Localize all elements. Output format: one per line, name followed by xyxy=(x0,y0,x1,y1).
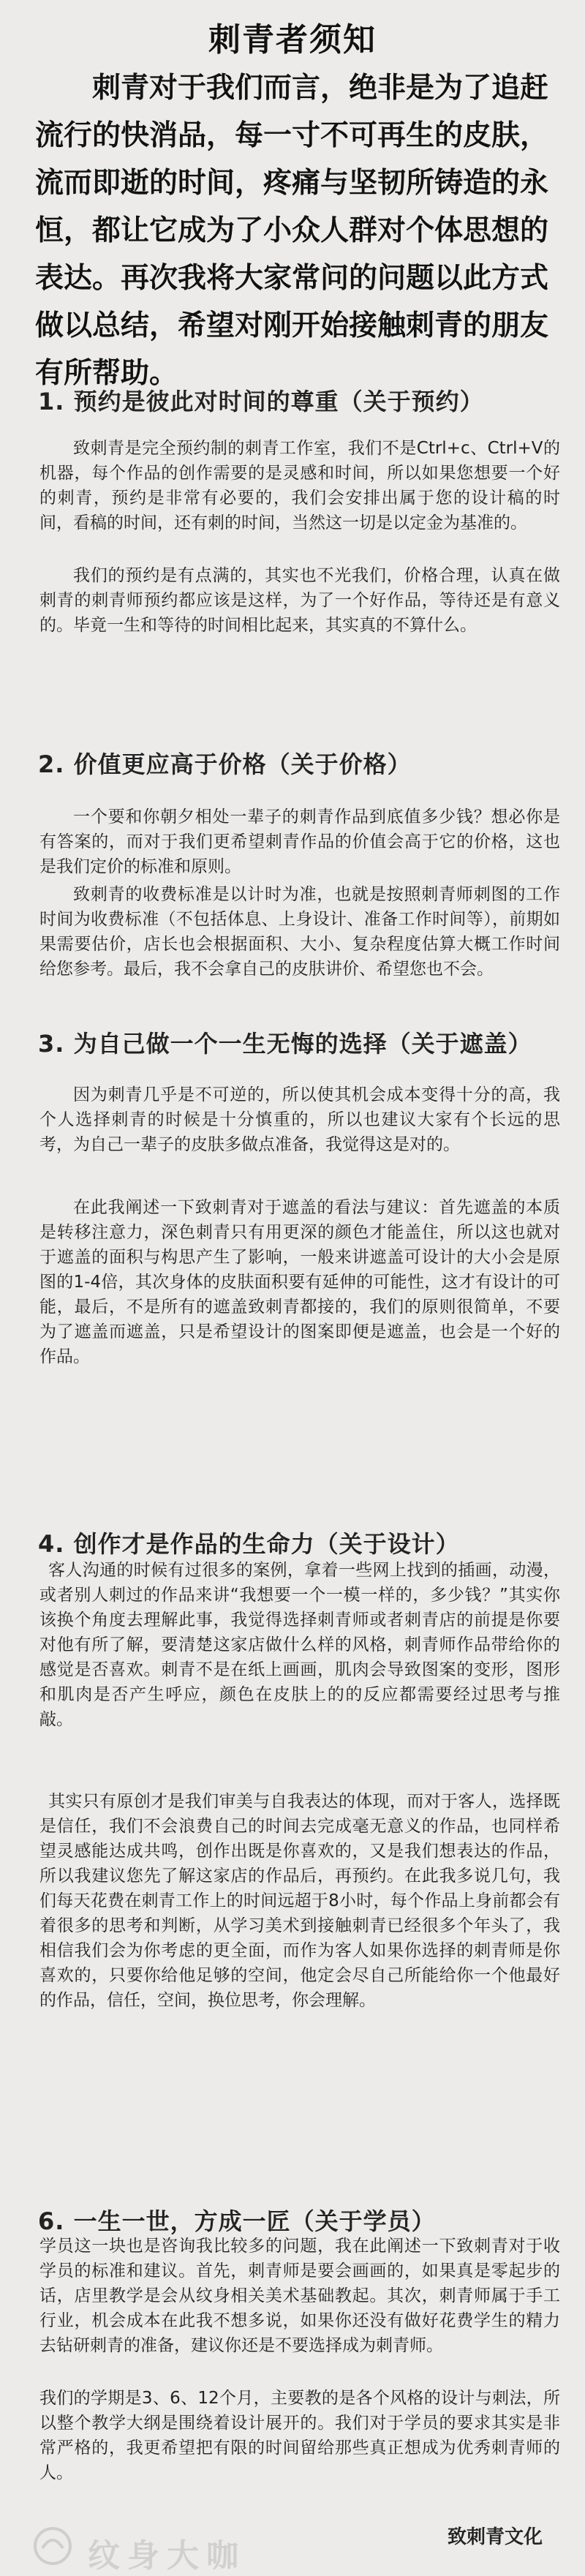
section-paragraph: 在此我阐述一下致刺青对于遮盖的看法与建议：首先遮盖的本质是转移注意力，深色刺青只有用更深的颜色才能盖住，所以这也就对于遮盖的面积与构思产生了影响，一般来讲遮盖可设计的大小会是原图的1-4倍，其次身体的皮肤面积要有延伸的可能性，这才有设计的可能，最后，不是所有的遮盖致刺青都接的，我们的原则很简单，不要为了遮盖而遮盖，只是希望设计的图案即便是遮盖，也会是一个好的作品。 xyxy=(39,1198,560,1366)
footer-brand: 致刺青文化 xyxy=(448,2526,543,2548)
section-title-design: 4. 创作才是作品的生命力（关于设计） xyxy=(38,1530,460,1558)
section-paragraph: 致刺青的收费标准是以计时为准，也就是按照刺青师刺图的工作时间为收费标准（不包括体息、上身设计、准备工作时间等），前期如果需要估价，店长也会根据面积、大小、复杂程度估算大概工作时间给您参考。最后，我不会拿自己的皮肤讲价、希望您也不会。 xyxy=(39,885,560,979)
section-paragraph: 我们的预约是有点满的，其实也不光我们，价格合理，认真在做刺青的刺青师预约都应该是这样，为了一个好作品，等待还是有意义的。毕竟一生和等待的时间相比起来，其实真的不算什么。 xyxy=(39,566,560,635)
page-title: 刺青者须知 xyxy=(208,21,377,59)
section-title-price: 2. 价值更应高于价格（关于价格） xyxy=(38,750,412,778)
section-title-apprentice: 6. 一生一世，方成一匠（关于学员） xyxy=(38,2207,436,2235)
section-title-booking: 1. 预约是彼此对时间的尊重（关于预约） xyxy=(38,388,484,415)
section-paragraph: 客人沟通的时候有过很多的案例，拿着一些网上找到的插画，动漫，或者别人刺过的作品来讲“我想要一个一模一样的，多少钱？”其实你该换个角度去理解此事，我觉得选择刺青师或者刺青店的前提是你要对他有所了解，要清楚这家店做什么样的风格，刺青师作品带给你的感觉是否喜欢。刺青不是在纸上画画，肌肉会导致图案的变形，图形和肌肉是否产生呼应，颜色在皮肤上的的反应都需要经过思考与推敲。 xyxy=(39,1561,560,1729)
section-paragraph: 致刺青是完全预约制的刺青工作室，我们不是Ctrl+c、Ctrl+V的机器，每个作品的创作需要的是灵感和时间，所以如果您想要一个好的刺青，预约是非常有必要的，我们会安排出属于您的设计稿的时间，看稿的时间，还有刺的时间，当然这一切是以定金为基准的。 xyxy=(39,439,560,532)
watermark-text: 纹身大咖 xyxy=(88,2537,246,2575)
section-title-cover: 3. 为自己做一个一生无悔的选择（关于遮盖） xyxy=(38,1030,532,1058)
section-paragraph: 其实只有原创才是我们审美与自我表达的体现，而对于客人，选择既是信任，我们不会浪费自己的时间去完成毫无意义的作品，也同样希望灵感能达成共鸣，创作出既是你喜欢的，又是我们想表达的作品，所以我建议您先了解这家店的作品后，再预约。在此我多说几句，我们每天花费在刺青工作上的时间远超于8小时，每个作品上身前都会有着很多的思考和判断，从学习美术到接触刺青已经很多个年头了，我相信我们会为你考虑的更全面，而作为客人如果你选择的刺青师是你喜欢的，只要你给他足够的空间，他定会尽自己所能给你一个他最好的作品，信任，空间，换位思考，你会理解。 xyxy=(39,1792,560,2010)
section-paragraph: 我们的学期是3、6、12个月，主要教的是各个风格的设计与刺法，所以整个教学大纲是围绕着设计展开的。我们对于学员的要求其实是非常严格的，我更希望把有限的时间留给那些真正想成为优秀刺青师的人。 xyxy=(39,2389,560,2482)
intro-paragraph: 刺青对于我们而言，绝非是为了追赶流行的快消品，每一寸不可再生的皮肤，流而即逝的时间，疼痛与坚韧所铸造的永恒，都让它成为了小众人群对个体思想的表达。再次我将大家常问的问题以此方式做以总结，希望对刚开始接触刺青的朋友有所帮助。 xyxy=(35,72,549,390)
section-paragraph: 一个要和你朝夕相处一辈子的刺青作品到底值多少钱？想必你是有答案的，而对于我们更希望刺青作品的价值会高于它的价格，这也是我们定价的标准和原则。 xyxy=(39,807,560,876)
section-paragraph: 学员这一块也是咨询我比较多的问题，我在此阐述一下致刺青对于收学员的标准和建议。首先，刺青师是要会画画的，如果真是零起步的话，店里教学是会从纹身相关美术基础教起。其次，刺青师属于手工行业，机会成本在此我不想多说，如果你还没有做好花费学生的精力去钻研刺青的准备，建议你还是不要选择成为刺青师。 xyxy=(39,2237,560,2355)
section-paragraph: 因为刺青几乎是不可逆的，所以使其机会成本变得十分的高，我个人选择刺青的时候是十分慎重的，所以也建议大家有个长远的思考，为自己一辈子的皮肤多做点准备，我觉得这是对的。 xyxy=(39,1085,560,1154)
